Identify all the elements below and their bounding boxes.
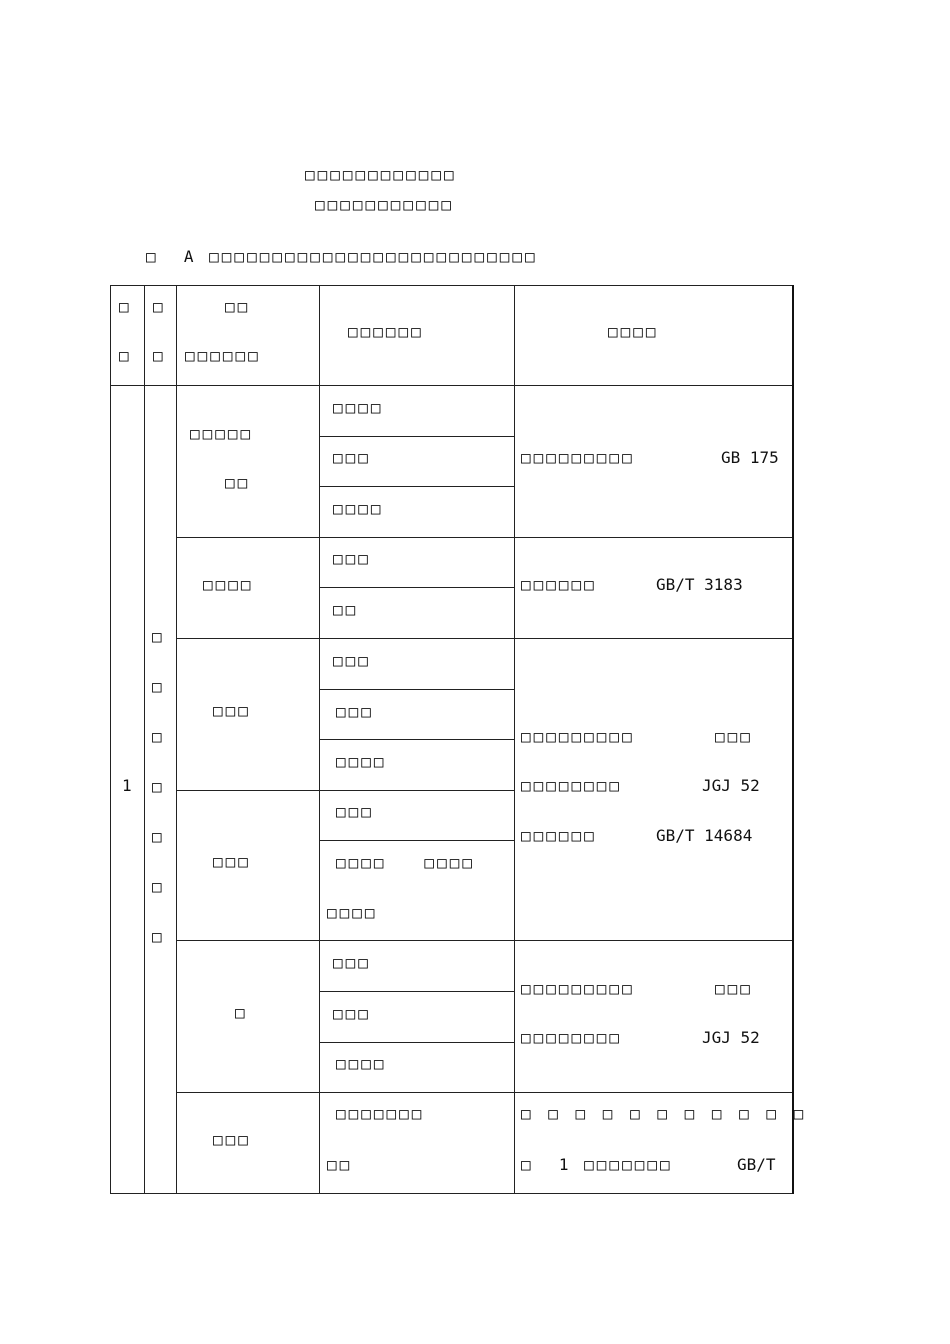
table-top-border — [110, 285, 793, 286]
document-title-line-1: □□□□□□□□□□□□ — [305, 165, 457, 184]
material-name: □□□ — [213, 852, 251, 871]
group-separator — [176, 790, 514, 791]
category-char: □ — [152, 777, 162, 796]
test-item: □□□□ — [327, 903, 378, 922]
column-divider — [319, 285, 320, 1193]
test-item: □□ — [333, 600, 359, 619]
column-divider — [144, 285, 145, 1193]
test-item: □□□ — [333, 651, 371, 670]
header-col2-top: □ — [153, 297, 163, 316]
standard-code: □□□ — [715, 979, 753, 998]
test-item: □□□□ — [333, 398, 384, 417]
standard-name: □□□□□□□□□ — [521, 727, 635, 746]
standard-name: □□□□□□ — [521, 826, 597, 845]
category-char: □ — [152, 627, 162, 646]
item-separator — [319, 739, 514, 740]
header-col3-line1: □□ — [225, 297, 251, 316]
header-col4: □□□□□□ — [348, 322, 424, 341]
test-item: □□□ — [336, 802, 374, 821]
standard-code: GB/T 14684 — [656, 826, 753, 845]
table-right-border — [792, 285, 794, 1194]
header-col3-line2: □□□□□□ — [185, 346, 261, 365]
item-separator — [319, 991, 514, 992]
table-left-border — [110, 285, 111, 1193]
test-item: □□□□ — [336, 752, 387, 771]
header-col1-top: □ — [119, 297, 129, 316]
category-char: □ — [152, 927, 162, 946]
standard-name: □□□□□□□□ — [521, 776, 623, 795]
standard-name: □ □ □ □ □ □ □ □ □ □ □ — [521, 1104, 808, 1123]
material-name: □□□ — [213, 1130, 251, 1149]
column-divider — [176, 285, 177, 1193]
group-separator — [176, 537, 793, 538]
item-separator — [319, 689, 514, 690]
test-item: □□ — [327, 1155, 353, 1174]
header-col2-bottom: □ — [153, 346, 163, 365]
test-item: □□□□ — [333, 499, 384, 518]
table-bottom-border — [110, 1193, 793, 1194]
standard-code: □□□ — [715, 727, 753, 746]
item-separator — [319, 1042, 514, 1043]
item-separator — [319, 486, 514, 487]
header-col1-bottom: □ — [119, 346, 129, 365]
standard-name: □□□□□□ — [521, 575, 597, 594]
standard-code: JGJ 52 — [702, 1028, 760, 1047]
test-item: □□□□ — [336, 1054, 387, 1073]
material-name: □□□□ — [203, 575, 254, 594]
header-col5: □□□□ — [608, 322, 659, 341]
document-title-line-2: □□□□□□□□□□□ — [315, 195, 454, 214]
material-name: □□ — [225, 473, 251, 492]
column-divider — [514, 285, 515, 1193]
category-char: □ — [152, 727, 162, 746]
row-index: 1 — [122, 776, 132, 795]
material-name: □ — [235, 1003, 248, 1022]
test-item: □□□□ □□□□ — [336, 853, 475, 872]
category-char: □ — [152, 677, 162, 696]
group-separator — [176, 1092, 793, 1093]
category-char: □ — [152, 877, 162, 896]
item-separator — [319, 436, 514, 437]
standard-name: □□□□□□□□ — [521, 1028, 623, 1047]
test-item: □□□ — [333, 1004, 371, 1023]
table-caption: □ A □□□□□□□□□□□□□□□□□□□□□□□□□□ — [146, 247, 538, 266]
test-item: □□□ — [333, 953, 371, 972]
category-char: □ — [152, 827, 162, 846]
header-bottom-border — [110, 385, 793, 386]
item-separator — [319, 840, 514, 841]
group-separator — [176, 638, 793, 639]
standard-name: □□□□□□□□□ — [521, 979, 635, 998]
item-separator — [319, 587, 514, 588]
test-item: □□□□□□□ — [336, 1104, 425, 1123]
standard-code: JGJ 52 — [702, 776, 760, 795]
test-item: □□□ — [336, 702, 374, 721]
material-name: □□□□□ — [190, 424, 254, 443]
group-separator — [176, 940, 793, 941]
standard-code: GB 175 — [721, 448, 779, 467]
standard-code: GB/T 3183 — [656, 575, 743, 594]
standard-name: □ 1 □□□□□□□ — [521, 1155, 673, 1174]
standard-code: GB/T — [737, 1155, 776, 1174]
material-name: □□□ — [213, 701, 251, 720]
test-item: □□□ — [333, 549, 371, 568]
test-item: □□□ — [333, 448, 371, 467]
standard-name: □□□□□□□□□ — [521, 448, 635, 467]
